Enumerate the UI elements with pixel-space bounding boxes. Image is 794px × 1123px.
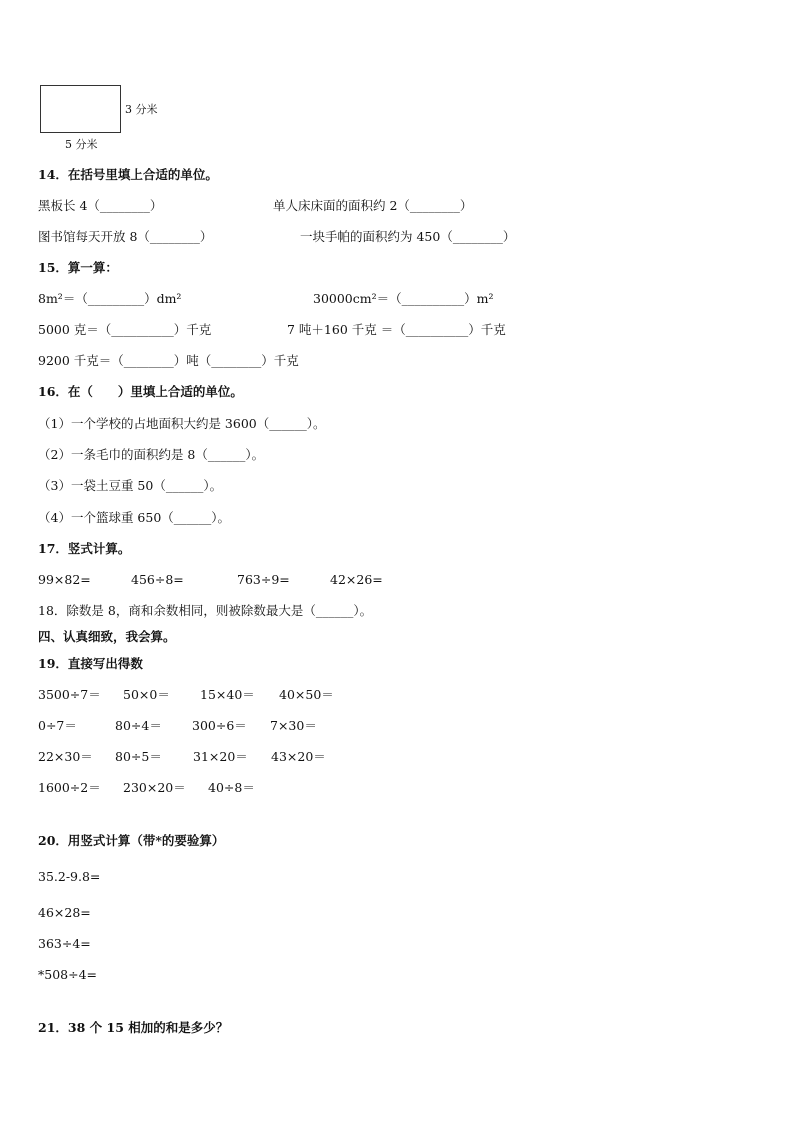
q19-item: 7×30＝ [270, 718, 317, 733]
q19-item: 0÷7＝ [38, 718, 77, 733]
q19-item: 50×0＝ [123, 687, 170, 702]
q19-item: 3500÷7＝ [38, 687, 101, 702]
q19-item: 15×40＝ [200, 687, 255, 702]
q17-title: 17．竖式计算。 [38, 541, 131, 556]
rect-bottom-label: 5 分米 [65, 138, 98, 151]
q14-title: 14．在括号里填上合适的单位。 [38, 167, 218, 182]
q19-item: 40÷8＝ [208, 780, 255, 795]
q19-item: 22×30＝ [38, 749, 93, 764]
rect-side-label: 3 分米 [125, 103, 158, 116]
q19-item: 40×50＝ [279, 687, 334, 702]
q20-item: 35.2-9.8= [38, 869, 101, 884]
rectangle-figure [40, 85, 121, 133]
q19-item: 1600÷2＝ [38, 780, 101, 795]
q15-item-d: 7 吨＋160 千克 ＝（__________）千克 [287, 322, 506, 337]
q19-item: 43×20＝ [271, 749, 326, 764]
section-4-title: 四、认真细致，我会算。 [38, 629, 176, 644]
q17-item: 42×26= [330, 572, 383, 587]
q21-text: 21．38 个 15 相加的和是多少？ [38, 1020, 229, 1035]
q17-item: 763÷9= [237, 572, 290, 587]
q17-item: 99×82= [38, 572, 91, 587]
q19-item: 31×20＝ [193, 749, 248, 764]
q14-item-b: 单人床床面的面积约 2（________） [273, 198, 473, 213]
q16-title: 16．在（ ）里填上合适的单位。 [38, 384, 243, 399]
q14-item-d: 一块手帕的面积约为 450（________） [300, 229, 516, 244]
q15-item-c: 5000 克＝（__________）千克 [38, 322, 212, 337]
q18-text: 18．除数是 8，商和余数相同，则被除数最大是（______）。 [38, 603, 373, 618]
q19-item: 230×20＝ [123, 780, 186, 795]
q20-item: 46×28= [38, 905, 91, 920]
q19-item: 300÷6＝ [192, 718, 247, 733]
q20-title: 20．用竖式计算（带*的要验算） [38, 833, 225, 848]
q17-item: 456÷8= [131, 572, 184, 587]
q19-item: 80÷5＝ [115, 749, 162, 764]
q15-item-e: 9200 千克＝（________）吨（________）千克 [38, 353, 299, 368]
q15-item-b: 30000cm²＝（__________）m² [313, 291, 494, 306]
q20-item: 363÷4= [38, 936, 91, 951]
q16-item: （4）一个篮球重 650（______）。 [38, 510, 231, 525]
q14-item-c: 图书馆每天开放 8（________） [38, 229, 213, 244]
q15-title: 15．算一算： [38, 260, 118, 275]
q16-item: （1）一个学校的占地面积大约是 3600（______）。 [38, 416, 326, 431]
q19-item: 80÷4＝ [115, 718, 162, 733]
q16-item: （2）一条毛巾的面积约是 8（______）。 [38, 447, 265, 462]
q20-item: *508÷4= [38, 967, 98, 982]
q19-title: 19．直接写出得数 [38, 656, 143, 671]
q16-item: （3）一袋土豆重 50（______）。 [38, 478, 223, 493]
q14-item-a: 黑板长 4（________） [38, 198, 163, 213]
q15-item-a: 8m²＝（_________）dm² [38, 291, 182, 306]
